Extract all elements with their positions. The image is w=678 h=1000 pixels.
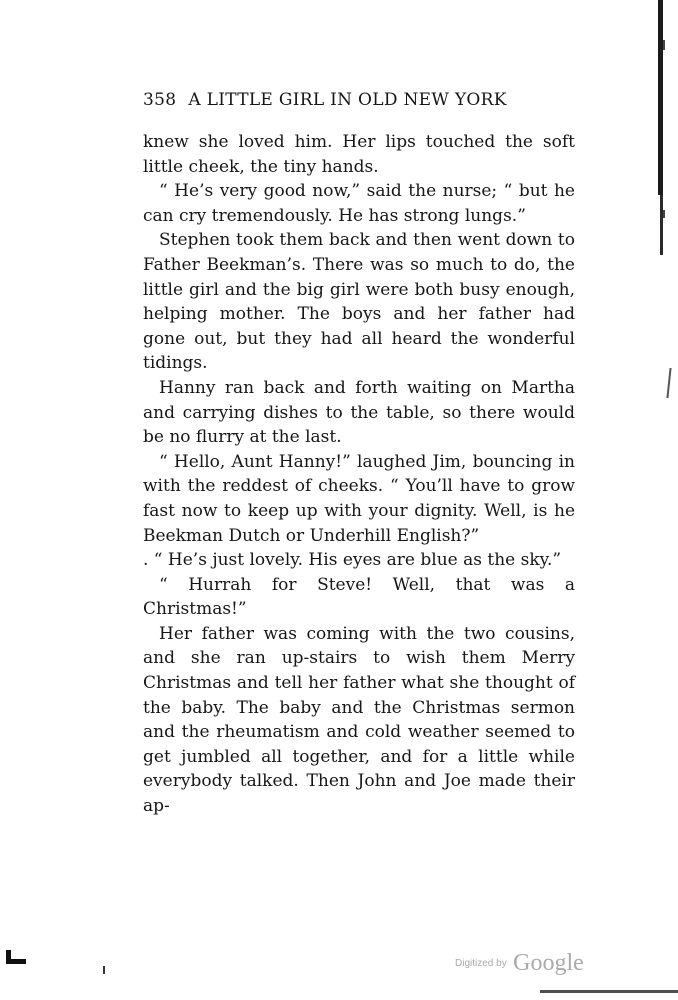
- margin-mark: [666, 368, 671, 398]
- paragraph: knew she loved him. Her lips touched the soft little cheek, the tiny hands.: [143, 132, 575, 177]
- paragraph: “ Hurrah for Steve! Well, that was a Christmas!”: [143, 574, 575, 620]
- watermark-brand: Google: [513, 950, 584, 976]
- scan-bottom-rule: [540, 990, 678, 993]
- paragraph: “ Hello, Aunt Hanny!” laughed Jim, bouncing in with the reddest of cheeks. “ You’ll have to grow fast now to keep up with your dignity. Well, is he Beekman Dutch or Underhill English?”: [143, 451, 575, 546]
- digitized-watermark: [455, 950, 584, 977]
- paragraph: “ He’s very good now,” said the nurse; “ but he can cry tremendously. He has strong lungs.”: [143, 181, 575, 226]
- running-title: A LITTLE GIRL IN OLD NEW YORK: [188, 90, 507, 110]
- paragraph: Her father was coming with the two cousins, and she ran up-stairs to wish them Merry Christmas and tell her father what she thought of the baby. The baby and the Christmas sermon and the rheumatism and cold weather seemed to get jumbled all together, and for a little while everybody talked. Then John and Joe made their ap-: [143, 623, 575, 817]
- page-number: 358: [143, 90, 177, 110]
- running-head: [143, 90, 543, 110]
- page-edge-tick: [663, 40, 665, 50]
- page-edge-rule: [658, 0, 663, 195]
- watermark-prefix: Digitized by: [455, 958, 507, 969]
- paragraph: . “ He’s just lovely. His eyes are blue as the sky.”: [143, 550, 562, 571]
- scan-corner-mark: [6, 950, 26, 964]
- paragraph: Hanny ran back and forth waiting on Martha and carrying dishes to the table, so there would be no flurry at the last.: [143, 377, 575, 448]
- scan-speck: [103, 966, 105, 974]
- page-edge-tick: [663, 210, 665, 218]
- page-edge-rule-lower: [660, 195, 663, 255]
- paragraph: Stephen took them back and then went down to Father Beekman’s. There was so much to do, the little girl and the big girl were both busy enough, helping mother. The boys and her father had gone out, but they had all heard the wonderful tidings.: [143, 230, 575, 374]
- body-text: [143, 130, 575, 819]
